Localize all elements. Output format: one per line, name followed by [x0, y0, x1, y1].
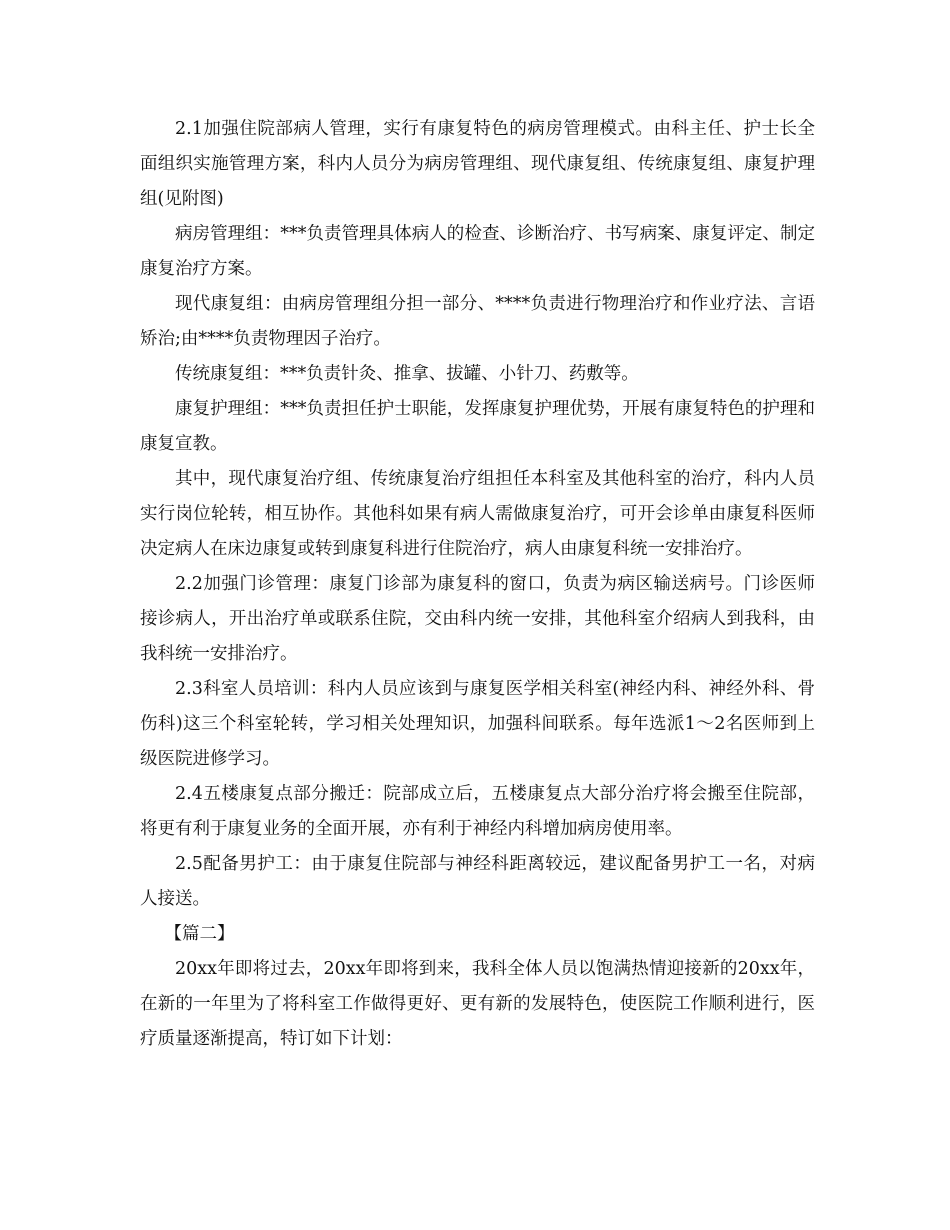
paragraph-modern-rehab-group: 现代康复组：由病房管理组分担一部分、****负责进行物理治疗和作业疗法、言语矫治;由****负责物理因子治疗。 — [140, 294, 815, 349]
paragraph-2-4: 2.4五楼康复点部分搬迁：院部成立后，五楼康复点大部分治疗将会搬至住院部，将更有利于康复业务的全面开展，亦有利于神经内科增加病房使用率。 — [140, 784, 815, 839]
paragraph-traditional-rehab-group: 传统康复组：***负责针灸、推拿、拔罐、小针刀、药敷等。 — [175, 364, 639, 384]
section-heading: 【篇二】 — [164, 924, 235, 944]
paragraph-2-2: 2.2加强门诊管理：康复门诊部为康复科的窗口，负责为病区输送病号。门诊医师接诊病人，开出治疗单或联系住院，交由科内统一安排，其他科室介绍病人到我科，由我科统一安排治疗。 — [140, 574, 815, 664]
paragraph-plan-intro: 20xx年即将过去，20xx年即将到来，我科全体人员以饱满热情迎接新的20xx年，在新的一年里为了将科室工作做得更好、更有新的发展特色，使医院工作顺利进行，医疗质量逐渐提高，特订如下计划： — [140, 959, 815, 1049]
paragraph-2-5: 2.5配备男护工：由于康复住院部与神经科距离较远，建议配备男护工一名，对病人接送。 — [140, 854, 815, 909]
paragraph-rotation: 其中，现代康复治疗组、传统康复治疗组担任本科室及其他科室的治疗，科内人员实行岗位轮转，相互协作。其他科如果有病人需做康复治疗，可开会诊单由康复科医师决定病人在床边康复或转到康复科进行住院治疗，病人由康复科统一安排治疗。 — [140, 469, 815, 559]
paragraph-2-1: 2.1加强住院部病人管理，实行有康复特色的病房管理模式。由科主任、护士长全面组织实施管理方案，科内人员分为病房管理组、现代康复组、传统康复组、康复护理组(见附图) — [140, 119, 815, 209]
paragraph-ward-group: 病房管理组：***负责管理具体病人的检查、诊断治疗、书写病案、康复评定、制定康复治疗方案。 — [140, 224, 815, 279]
paragraph-rehab-nursing-group: 康复护理组：***负责担任护士职能，发挥康复护理优势，开展有康复特色的护理和康复宣教。 — [140, 399, 815, 454]
document-page — [140, 112, 815, 1057]
paragraph-2-3: 2.3科室人员培训：科内人员应该到与康复医学相关科室(神经内科、神经外科、骨伤科)这三个科室轮转，学习相关处理知识，加强科间联系。每年选派1～2名医师到上级医院进修学习。 — [140, 679, 815, 769]
